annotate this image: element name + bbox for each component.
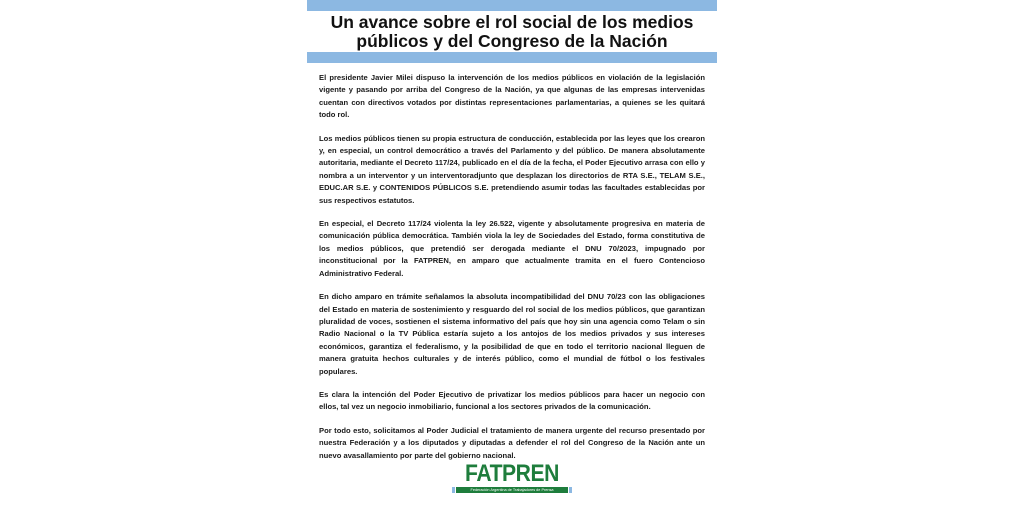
logo-right-stripe bbox=[569, 487, 572, 493]
paragraph-3: En especial, el Decreto 117/24 violenta la ley 26.522, vigente y absolutamente progresiva en materia de comunicación pública democrática. También viola la ley de Sociedades del Estado, forma constitutiva de los medios públicos, que pretendió ser derogada mediante el DNU 70/2023, impugnado por inconstitucional por la FATPREN, en amparo que actualmente tramita en el fuero Contencioso Administrativo Federal. bbox=[319, 219, 705, 278]
title-line-2: públicos y del Congreso de la Nación bbox=[356, 30, 668, 51]
press-release-page bbox=[307, 0, 717, 512]
paragraph-6: Por todo esto, solicitamos al Poder Judicial el tratamiento de manera urgente del recurso presentado por nuestra Federación y a los diputados y diputadas a defender el rol del Congreso de la Nación ante un nuevo avasallamiento por parte del gobierno nacional. bbox=[319, 425, 705, 460]
paragraph-5: Es clara la intención del Poder Ejecutivo de privatizar los medios públicos para hacer un negocio con ellos, tal vez un negocio inmobiliario, funcional a los sectores privados de la comunicación. bbox=[319, 389, 705, 412]
title-line-1: Un avance sobre el rol social de los medios bbox=[330, 11, 694, 32]
page-title bbox=[307, 11, 717, 52]
paragraph-2: Los medios públicos tienen su propia estructura de conducción, establecida por las leyes que los crearon y, en especial, un control democrático a través del Parlamento y del público. De manera absolutamente autoritaria, mediante el Decreto 117/24, publicado en el día de la fecha, el Poder Ejecutivo arrasa con ello y nombra a un interventor y un interventoradjunto que desplazan los directorios de RTA S.E., TELAM S.E., EDUC.AR S.E. y CONTENIDOS PÚBLICOS S.E. pretendiendo asumir todas las facultades establecidas por sus respectivos estatutos. bbox=[319, 133, 705, 205]
logo-left-stripe bbox=[452, 487, 455, 493]
top-color-band bbox=[307, 0, 717, 11]
paragraph-1: El presidente Javier Milei dispuso la intervención de los medios públicos en violación de la legislación vigente y pasando por arriba del Congreso de la Nación, ya que algunas de las empresas intervenidas cuentan con directivos votados por distintas representaciones parlamentarias, a quienes se les quitará todo rol. bbox=[319, 73, 705, 120]
logo-subtitle: Federación Argentina de Trabajadores de Prensa bbox=[456, 487, 568, 493]
paragraph-4: En dicho amparo en trámite señalamos la absoluta incompatibilidad del DNU 70/23 con las obligaciones del Estado en materia de sostenimiento y resguardo del rol social de los medios públicos, que garantizan pluralidad de voces, sostienen el sistema informativo del país que hoy sin una agencia como Telam o sin Radio Nacional o la TV Pública estaría sujeto a los antojos de los medios privados y sus intereses económicos, garantiza el federalismo, y la posibilidad de que en todo el territorio nacional lleguen de manera gratuita hechos culturales y de interés público, como el mundial de fútbol o los festivales populares. bbox=[319, 292, 705, 376]
fatpren-logo bbox=[452, 462, 572, 496]
bottom-color-band bbox=[307, 52, 717, 63]
statement-body bbox=[319, 72, 705, 473]
logo-wordmark: FATPREN bbox=[465, 460, 559, 487]
